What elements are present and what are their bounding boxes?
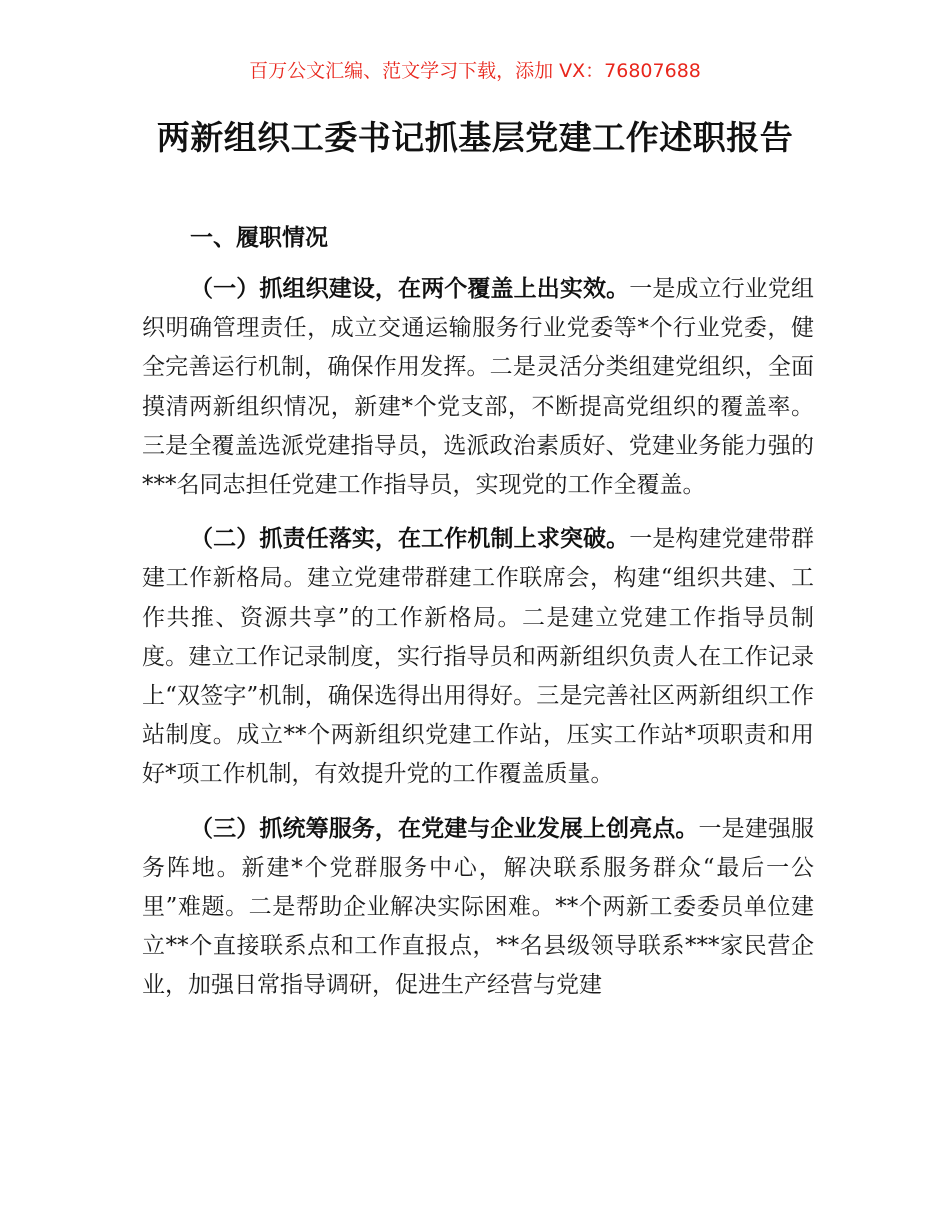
paragraph-service xyxy=(142,810,814,1006)
section-heading: 一、履职情况 xyxy=(190,225,328,251)
paragraph-lead: （三）抓统筹服务，在党建与企业发展上创亮点。 xyxy=(190,815,699,842)
document-body xyxy=(142,218,814,1021)
paragraph-responsibility xyxy=(142,520,814,794)
download-banner: 百万公文汇编、范文学习下载，添加 VX：76807688 xyxy=(249,60,701,82)
paragraph-text: 一是建强服务阵地。新建*个党群服务中心，解决联系服务群众“最后一公里”难题。二是帮助企业解决实际困难。**个两新工委委员单位建立**个直接联系点和工作直报点，**名县级领导联系***家民营企业，加强日常指导调研，促进生产经营与党建 xyxy=(142,815,815,999)
paragraph-text: 一是成立行业党组织明确管理责任，成立交通运输服务行业党委等*个行业党委，健全完善运行机制，确保作用发挥。二是灵活分类组建党组织，全面摸清两新组织情况，新建*个党支部，不断提高党组织的覆盖率。三是全覆盖选派党建指导员，选派政治素质好、党建业务能力强的***名同志担任党建工作指导员，实现党的工作全覆盖。 xyxy=(142,276,815,499)
paragraph-text: 一是构建党建带群建工作新格局。建立党建带群建工作联席会，构建“组织共建、工作共推、资源共享”的工作新格局。二是建立党建工作指导员制度。建立工作记录制度，实行指导员和两新组织负责人在工作记录上“双签字”机制，确保选得出用得好。三是完善社区两新组织工作站制度。成立**个两新组织党建工作站，压实工作站*项职责和用好*项工作机制，有效提升党的工作覆盖质量。 xyxy=(142,526,815,788)
paragraph-lead: （二）抓责任落实，在工作机制上求突破。 xyxy=(190,526,630,553)
paragraph-organization xyxy=(142,270,814,505)
document-title: 两新组织工委书记抓基层党建工作述职报告 xyxy=(156,118,794,157)
paragraph-lead: （一）抓组织建设，在两个覆盖上出实效。 xyxy=(190,276,630,302)
